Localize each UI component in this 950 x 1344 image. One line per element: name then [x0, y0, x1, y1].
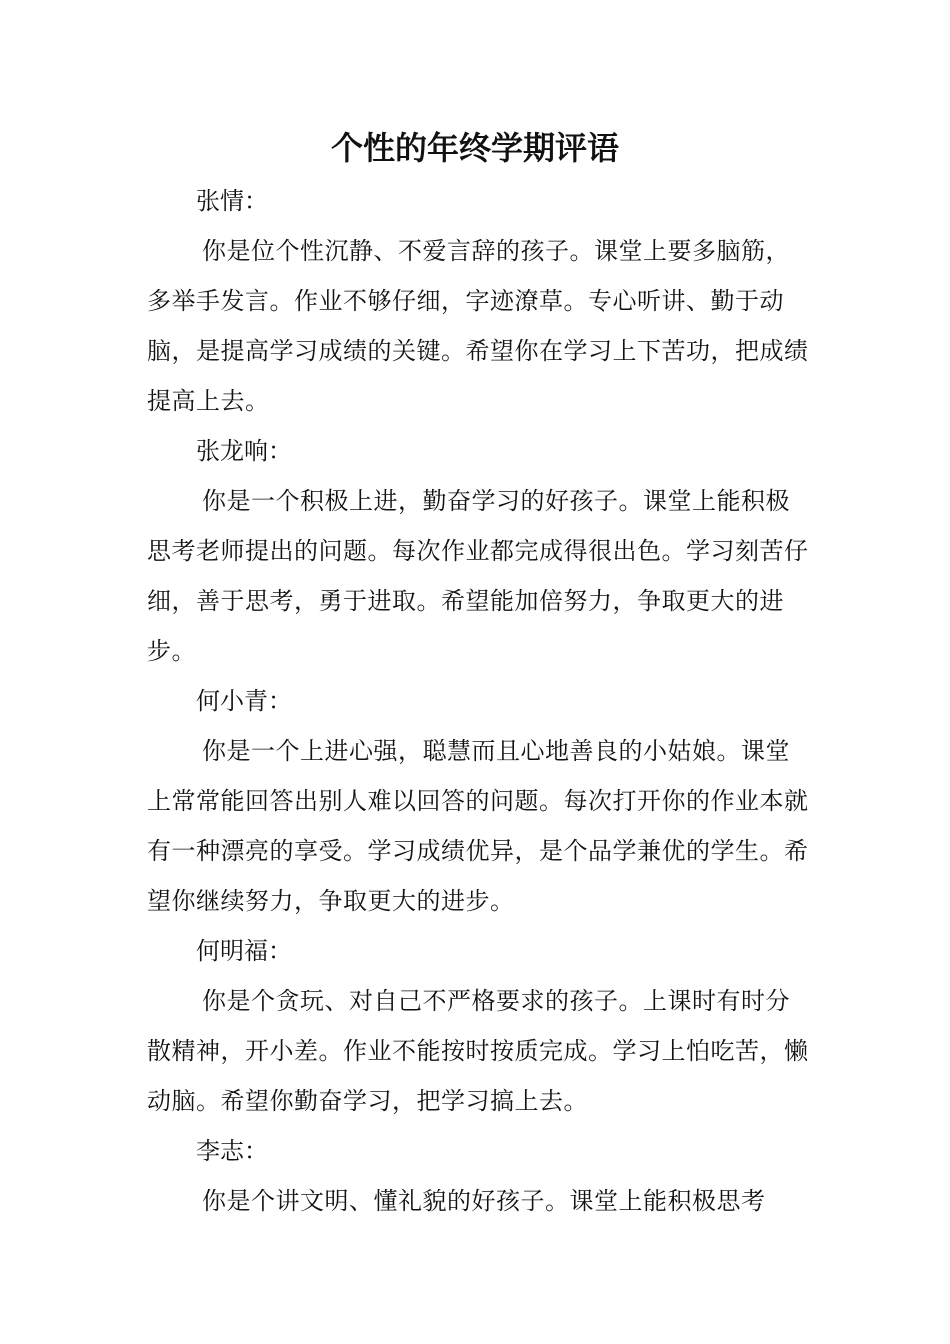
student-entry: [147, 176, 812, 426]
student-comment: 你是位个性沉静、不爱言辞的孩子。课堂上要多脑筋，多举手发言。作业不够仔细，字迹潦草。专心听讲、勤于动脑，是提高学习成绩的关键。希望你在学习上下苦功，把成绩提高上去。: [147, 237, 809, 415]
comments-body: [147, 176, 812, 1226]
student-name: 何小青：: [196, 687, 292, 715]
student-name: 张情：: [196, 187, 268, 215]
document-title: 个性的年终学期评语: [330, 129, 619, 167]
student-entry: [147, 426, 812, 676]
student-entry: [147, 926, 812, 1126]
student-name: 李志：: [196, 1137, 268, 1165]
student-name: 张龙响：: [196, 437, 292, 465]
student-comment: 你是一个积极上进，勤奋学习的好孩子。课堂上能积极思考老师提出的问题。每次作业都完成得很出色。学习刻苦仔细，善于思考，勇于进取。希望能加倍努力，争取更大的进步。: [147, 487, 809, 665]
student-comment: 你是个贪玩、对自己不严格要求的孩子。上课时有时分散精神，开小差。作业不能按时按质完成。学习上怕吃苦，懒动脑。希望你勤奋学习，把学习搞上去。: [147, 987, 809, 1115]
student-entry: [147, 676, 812, 926]
student-name: 何明福：: [196, 937, 292, 965]
student-entry: [147, 1126, 812, 1226]
student-comment: 你是一个上进心强，聪慧而且心地善良的小姑娘。课堂上常常能回答出别人难以回答的问题。每次打开你的作业本就有一种漂亮的享受。学习成绩优异，是个品学兼优的学生。希望你继续努力，争取更大的进步。: [147, 737, 809, 915]
student-comment: 你是个讲文明、懂礼貌的好孩子。课堂上能积极思考: [202, 1187, 766, 1215]
